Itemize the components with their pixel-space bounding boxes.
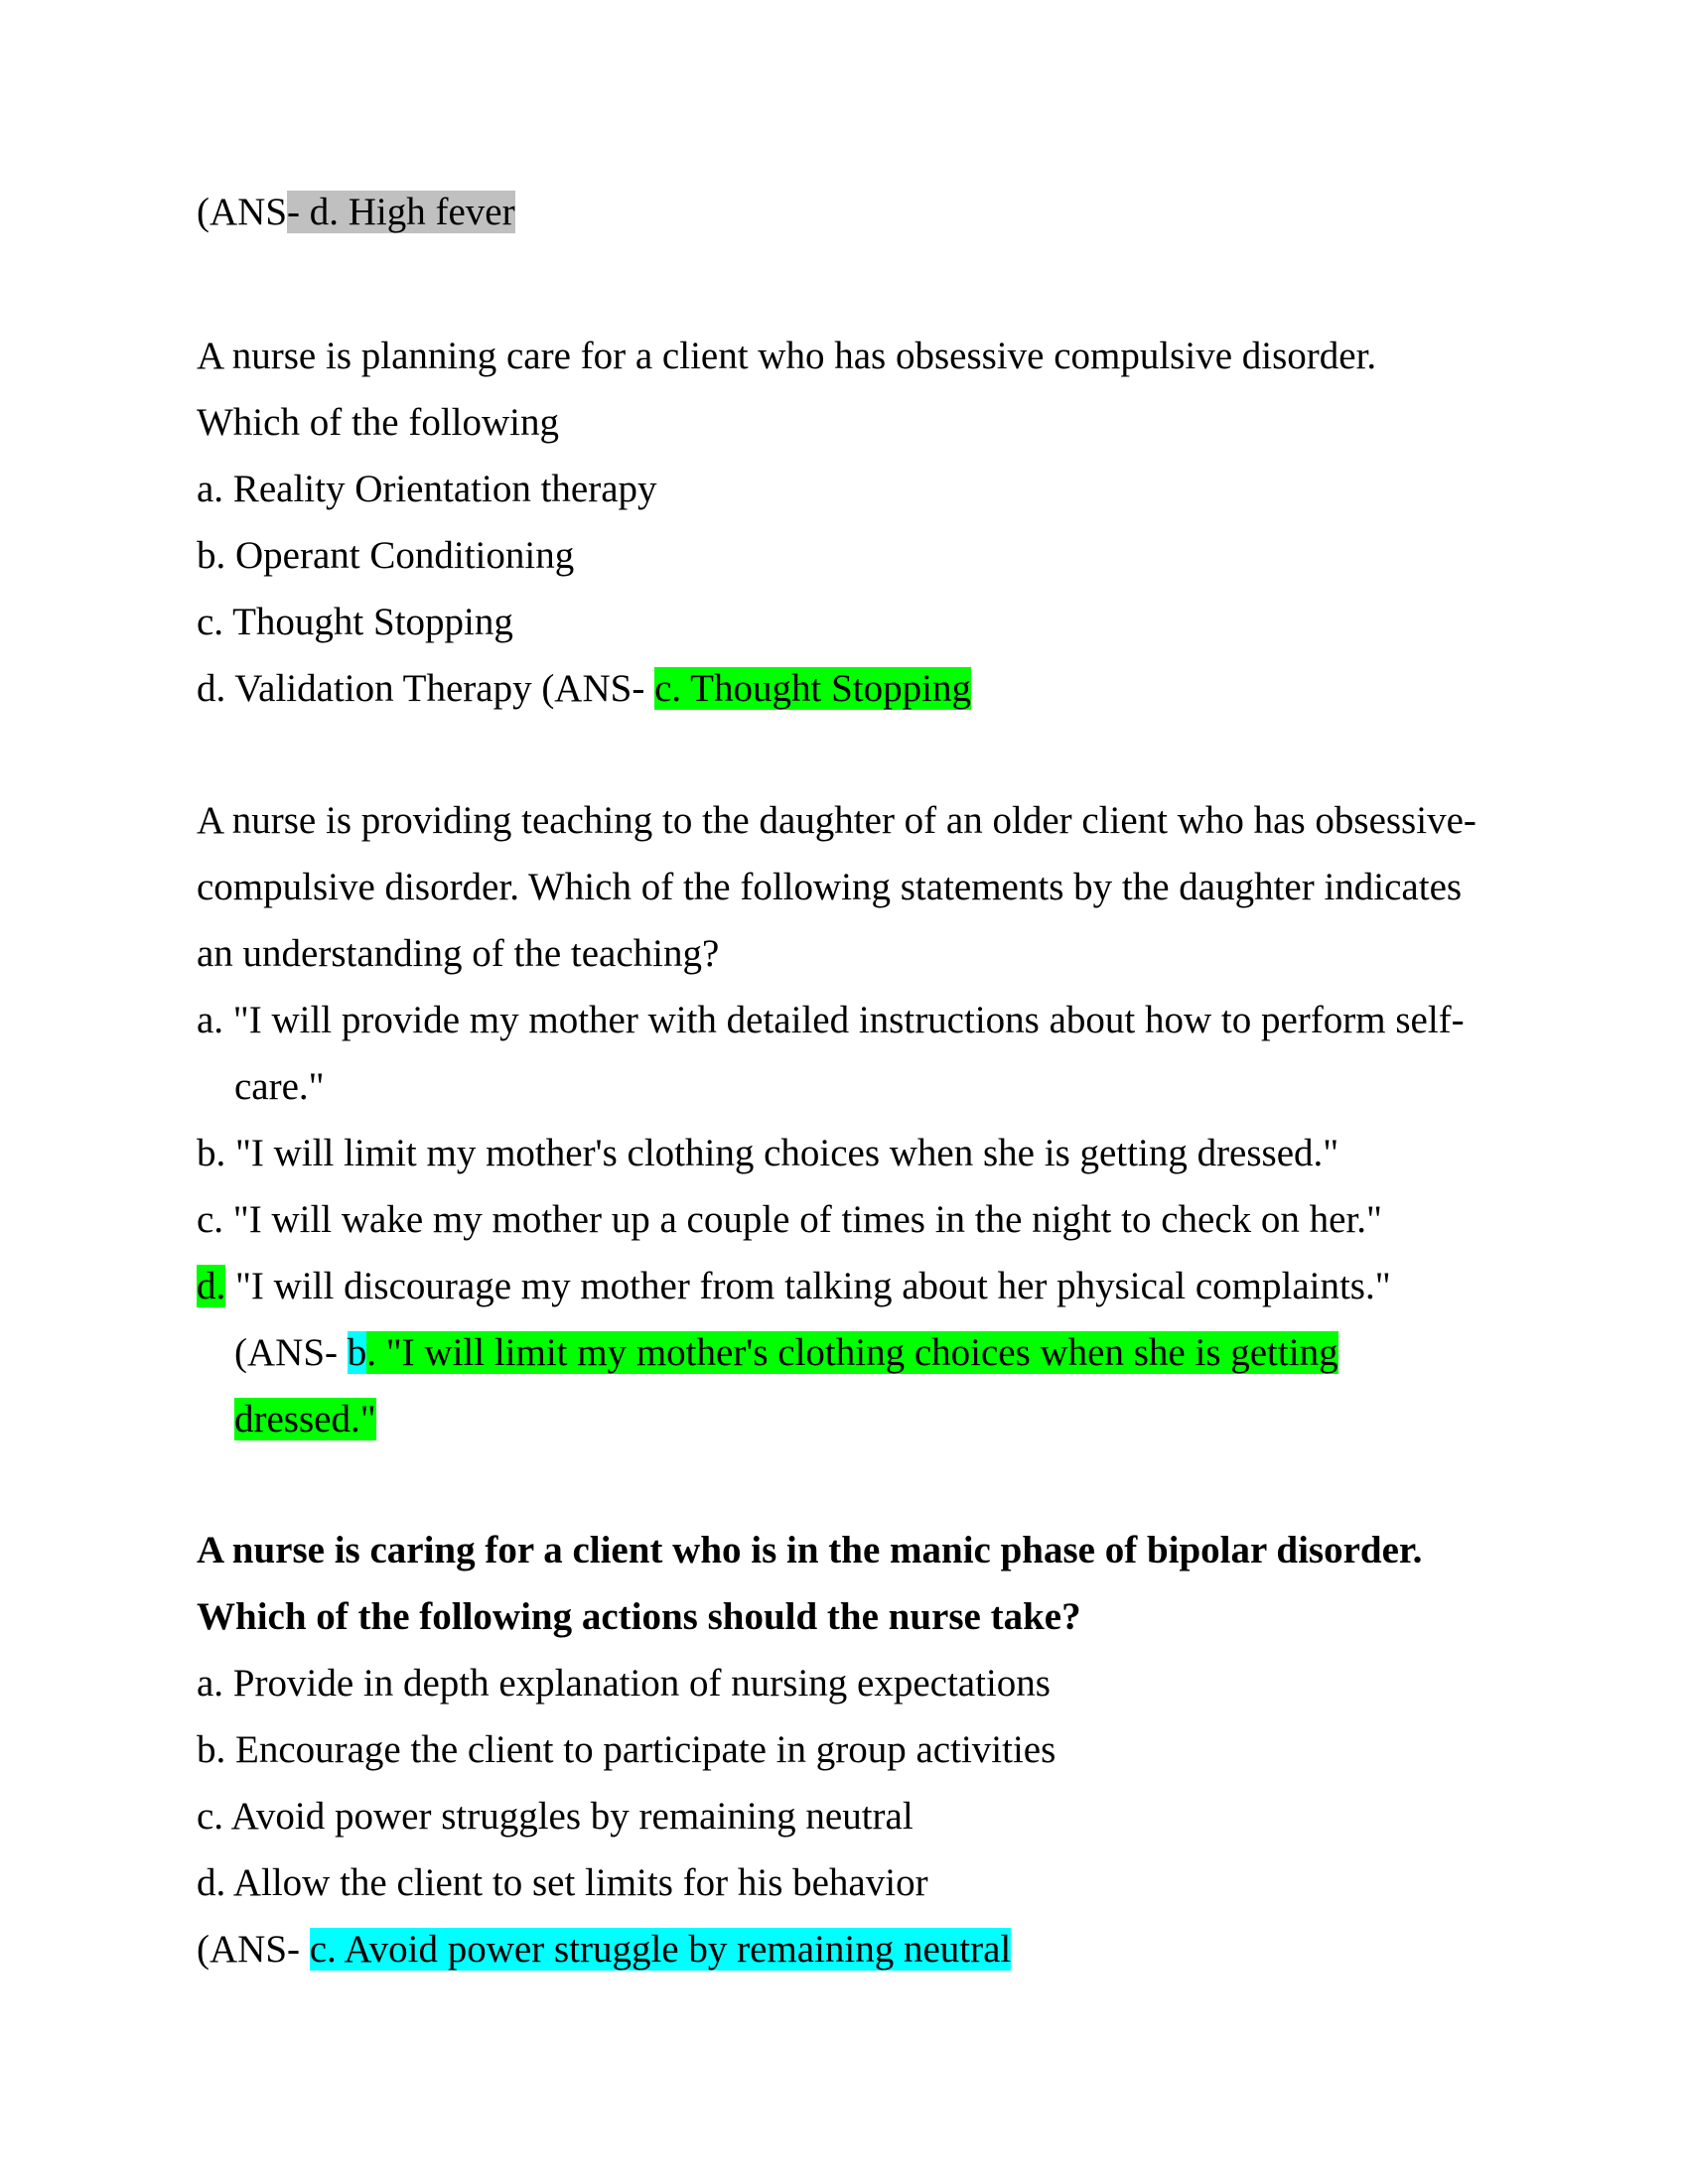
previous-answer-line bbox=[197, 187, 515, 238]
q1-option-c: c. Thought Stopping bbox=[197, 601, 513, 643]
q2-option-d-letter-highlight: d. bbox=[197, 1265, 226, 1307]
q1-answer-highlight: c. Thought Stopping bbox=[654, 667, 971, 710]
q2-option-c: c. "I will wake my mother up a couple of times in the night to check on her." bbox=[197, 1198, 1382, 1241]
q2-stem-line-3: an understanding of the teaching? bbox=[197, 932, 720, 975]
q3-answer-highlight: c. Avoid power struggle by remaining neutral bbox=[309, 1928, 1012, 1971]
q1-option-d-text: d. Validation Therapy (ANS- bbox=[197, 667, 655, 710]
q1-option-a: a. Reality Orientation therapy bbox=[197, 468, 657, 510]
q2-option-d-text: "I will discourage my mother from talking about her physical complaints." bbox=[225, 1265, 1391, 1307]
answer-highlight: - d. High fever bbox=[287, 191, 515, 233]
q2-answer-highlight-continued: dressed." bbox=[234, 1398, 376, 1440]
q2-stem-line-2: compulsive disorder. Which of the following statements by the daughter indicates bbox=[197, 866, 1463, 908]
q2-option-a-line-2: care." bbox=[234, 1065, 325, 1108]
q1-option-b: b. Operant Conditioning bbox=[197, 534, 575, 577]
q2-answer-line-2 bbox=[234, 1394, 376, 1445]
q2-option-a-line-1: a. "I will provide my mother with detailed instructions about how to perform self- bbox=[197, 999, 1465, 1041]
q1-option-d bbox=[197, 663, 971, 715]
q3-option-a: a. Provide in depth explanation of nursing expectations bbox=[197, 1662, 1051, 1705]
q1-stem-line-2: Which of the following bbox=[197, 401, 559, 444]
q2-answer-line-1 bbox=[234, 1327, 1338, 1379]
q3-answer-prefix: (ANS- bbox=[197, 1928, 310, 1971]
q3-option-b: b. Encourage the client to participate in group activities bbox=[197, 1728, 1056, 1771]
q2-option-d bbox=[197, 1261, 1391, 1312]
q2-stem-line-1: A nurse is providing teaching to the daughter of an older client who has obsessive- bbox=[197, 799, 1477, 842]
answer-prefix: (ANS bbox=[197, 191, 288, 233]
q2-answer-letter-highlight: b bbox=[347, 1331, 367, 1374]
q3-stem-line-1: A nurse is caring for a client who is in the manic phase of bipolar disorder. bbox=[197, 1529, 1423, 1571]
q3-stem-line-2: Which of the following actions should the nurse take? bbox=[197, 1595, 1081, 1638]
q3-option-d: d. Allow the client to set limits for his behavior bbox=[197, 1861, 928, 1904]
q2-option-b: b. "I will limit my mother's clothing choices when she is getting dressed." bbox=[197, 1132, 1339, 1174]
q3-option-c: c. Avoid power struggles by remaining neutral bbox=[197, 1795, 914, 1838]
q3-answer-line bbox=[197, 1924, 1011, 1976]
q1-stem-line-1: A nurse is planning care for a client who has obsessive compulsive disorder. bbox=[197, 335, 1377, 377]
q2-answer-prefix: (ANS- bbox=[234, 1331, 348, 1374]
q2-answer-highlight: . "I will limit my mother's clothing choices when she is getting bbox=[366, 1331, 1338, 1374]
